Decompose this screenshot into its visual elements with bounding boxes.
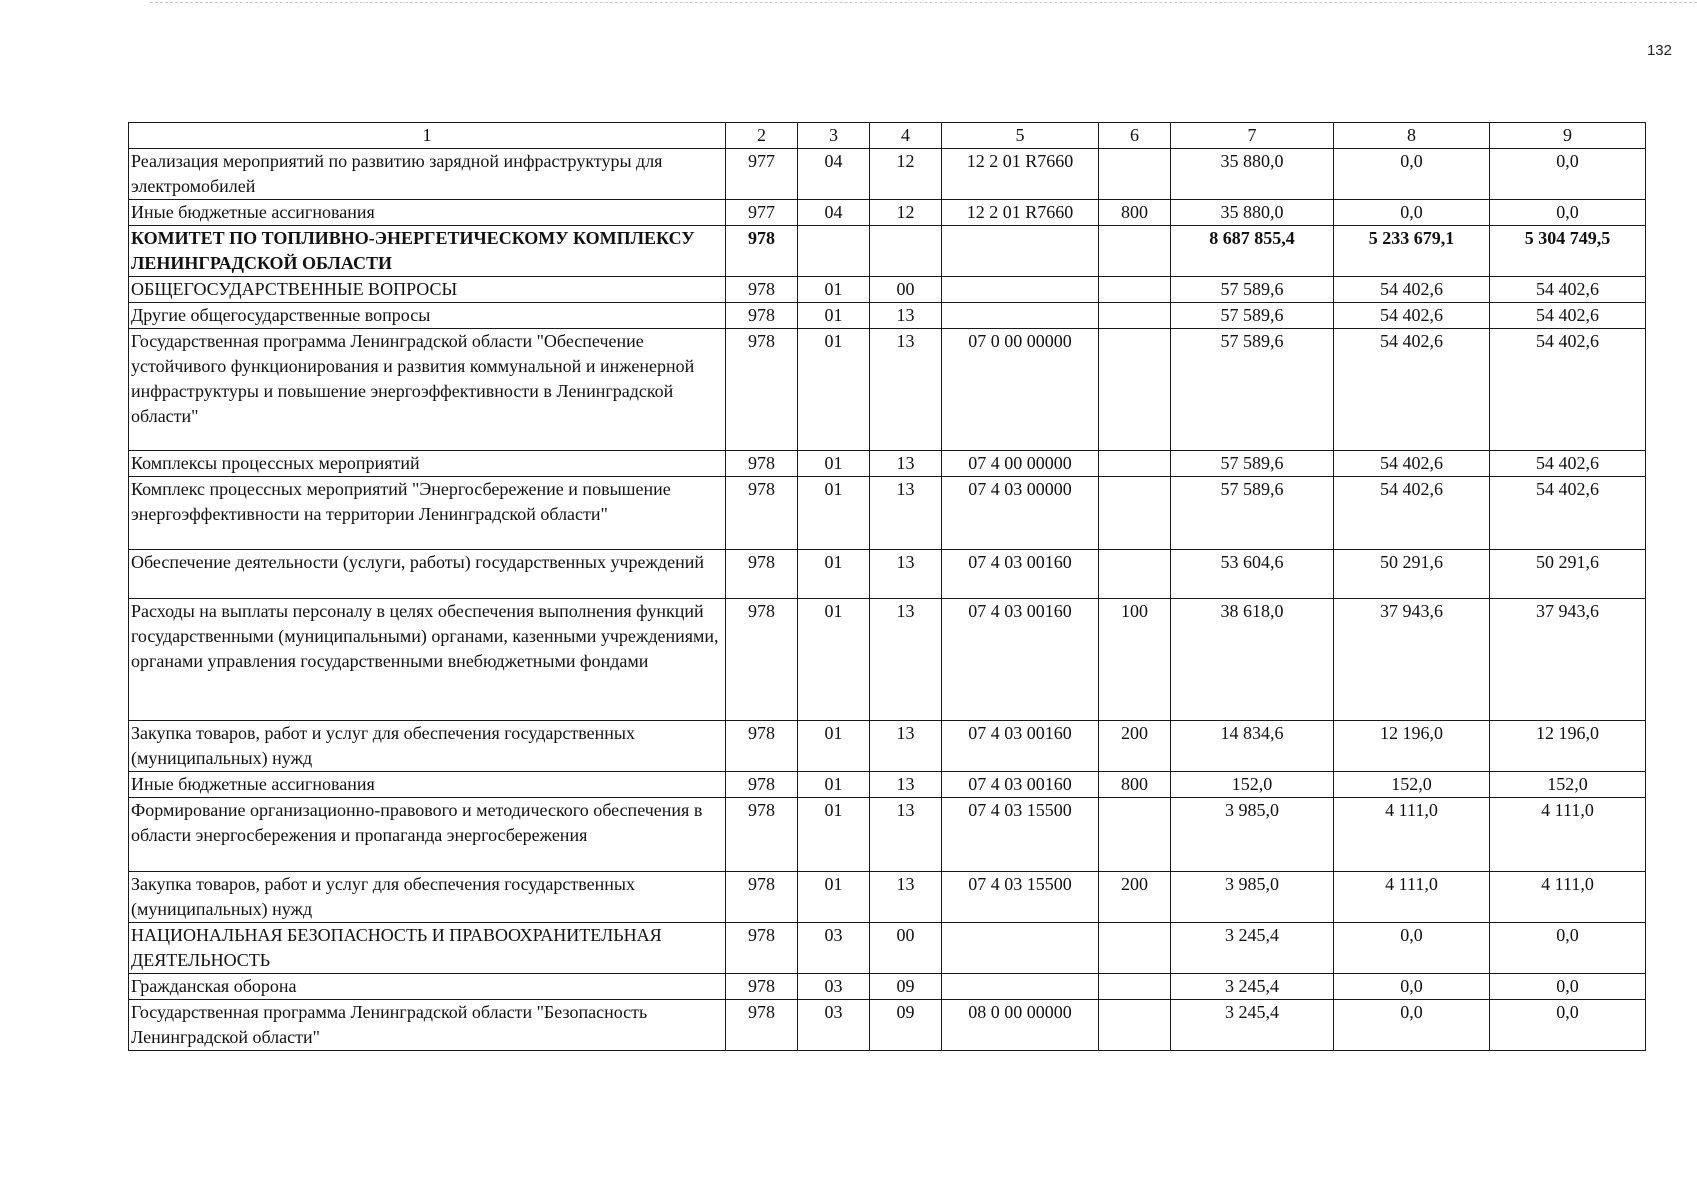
row-name-cell: НАЦИОНАЛЬНАЯ БЕЗОПАСНОСТЬ И ПРАВООХРАНИТЕЛЬНАЯ ДЕЯТЕЛЬНОСТЬ (129, 923, 726, 974)
row-name-cell: Государственная программа Ленинградской области "Безопасность Ленинградской области" (129, 1000, 726, 1051)
table-row (129, 1000, 1646, 1051)
subsection-cell: 00 (870, 277, 942, 303)
code-cell: 977 (726, 200, 798, 226)
amount-col9-cell: 54 402,6 (1490, 477, 1646, 550)
table-row (129, 277, 1646, 303)
expense-type-cell (1099, 451, 1171, 477)
row-name-cell: Гражданская оборона (129, 974, 726, 1000)
section-cell: 01 (798, 772, 870, 798)
amount-col8-cell: 4 111,0 (1334, 798, 1490, 872)
amount-col8-cell: 0,0 (1334, 1000, 1490, 1051)
amount-col8-cell: 0,0 (1334, 200, 1490, 226)
section-cell: 01 (798, 599, 870, 721)
table-row (129, 451, 1646, 477)
expense-type-cell (1099, 923, 1171, 974)
code-cell: 978 (726, 872, 798, 923)
header-cell: 8 (1334, 123, 1490, 149)
expense-type-cell (1099, 1000, 1171, 1051)
header-cell: 6 (1099, 123, 1171, 149)
amount-col8-cell: 54 402,6 (1334, 477, 1490, 550)
section-cell: 03 (798, 1000, 870, 1051)
table-body (129, 123, 1646, 1051)
section-cell: 01 (798, 477, 870, 550)
row-name-cell: Формирование организационно-правового и методического обеспечения в области энергосбережения и пропаганда энергосбережения (129, 798, 726, 872)
amount-col9-cell: 54 402,6 (1490, 451, 1646, 477)
expense-type-cell: 200 (1099, 721, 1171, 772)
amount-col7-cell: 3 245,4 (1171, 974, 1334, 1000)
target-article-cell: 12 2 01 R7660 (942, 149, 1099, 200)
amount-col9-cell: 0,0 (1490, 1000, 1646, 1051)
subsection-cell: 13 (870, 329, 942, 451)
amount-col8-cell: 54 402,6 (1334, 303, 1490, 329)
amount-col7-cell: 57 589,6 (1171, 303, 1334, 329)
section-cell: 01 (798, 277, 870, 303)
row-name-cell: ОБЩЕГОСУДАРСТВЕННЫЕ ВОПРОСЫ (129, 277, 726, 303)
expense-type-cell: 800 (1099, 200, 1171, 226)
amount-col7-cell: 35 880,0 (1171, 149, 1334, 200)
section-cell: 03 (798, 974, 870, 1000)
expense-type-cell (1099, 974, 1171, 1000)
target-article-cell: 08 0 00 00000 (942, 1000, 1099, 1051)
section-cell (798, 226, 870, 277)
target-article-cell (942, 303, 1099, 329)
subsection-cell: 13 (870, 599, 942, 721)
table-row (129, 550, 1646, 599)
expense-type-cell (1099, 149, 1171, 200)
expense-type-cell: 200 (1099, 872, 1171, 923)
table-row (129, 200, 1646, 226)
subsection-cell: 13 (870, 550, 942, 599)
amount-col7-cell: 3 985,0 (1171, 798, 1334, 872)
amount-col9-cell: 4 111,0 (1490, 798, 1646, 872)
target-article-cell (942, 277, 1099, 303)
header-cell: 9 (1490, 123, 1646, 149)
amount-col7-cell: 53 604,6 (1171, 550, 1334, 599)
target-article-cell: 12 2 01 R7660 (942, 200, 1099, 226)
code-cell: 978 (726, 721, 798, 772)
amount-col9-cell: 4 111,0 (1490, 872, 1646, 923)
target-article-cell: 07 4 03 00160 (942, 550, 1099, 599)
amount-col8-cell: 0,0 (1334, 974, 1490, 1000)
amount-col9-cell: 50 291,6 (1490, 550, 1646, 599)
section-cell: 01 (798, 872, 870, 923)
section-cell: 01 (798, 798, 870, 872)
amount-col9-cell: 0,0 (1490, 974, 1646, 1000)
row-name-cell: Обеспечение деятельности (услуги, работы) государственных учреждений (129, 550, 726, 599)
amount-col7-cell: 3 245,4 (1171, 1000, 1334, 1051)
subsection-cell: 13 (870, 872, 942, 923)
subsection-cell: 13 (870, 477, 942, 550)
amount-col9-cell: 37 943,6 (1490, 599, 1646, 721)
section-cell: 01 (798, 721, 870, 772)
code-cell: 978 (726, 798, 798, 872)
code-cell: 978 (726, 599, 798, 721)
header-cell: 5 (942, 123, 1099, 149)
amount-col7-cell: 38 618,0 (1171, 599, 1334, 721)
target-article-cell: 07 4 03 15500 (942, 872, 1099, 923)
code-cell: 977 (726, 149, 798, 200)
subsection-cell: 13 (870, 772, 942, 798)
table-row (129, 798, 1646, 872)
target-article-cell: 07 4 03 00160 (942, 721, 1099, 772)
amount-col7-cell: 35 880,0 (1171, 200, 1334, 226)
table-row (129, 477, 1646, 550)
expense-type-cell (1099, 477, 1171, 550)
row-name-cell: КОМИТЕТ ПО ТОПЛИВНО-ЭНЕРГЕТИЧЕСКОМУ КОМПЛЕКСУ ЛЕНИНГРАДСКОЙ ОБЛАСТИ (129, 226, 726, 277)
expense-type-cell (1099, 329, 1171, 451)
target-article-cell: 07 4 03 00160 (942, 599, 1099, 721)
subsection-cell: 12 (870, 149, 942, 200)
amount-col9-cell: 12 196,0 (1490, 721, 1646, 772)
header-cell: 3 (798, 123, 870, 149)
table-row (129, 303, 1646, 329)
row-name-cell: Иные бюджетные ассигнования (129, 200, 726, 226)
page-number: 132 (1646, 42, 1672, 59)
amount-col9-cell: 5 304 749,5 (1490, 226, 1646, 277)
expense-type-cell (1099, 277, 1171, 303)
target-article-cell (942, 923, 1099, 974)
target-article-cell: 07 4 03 15500 (942, 798, 1099, 872)
amount-col8-cell: 54 402,6 (1334, 277, 1490, 303)
amount-col8-cell: 4 111,0 (1334, 872, 1490, 923)
row-name-cell: Другие общегосударственные вопросы (129, 303, 726, 329)
row-name-cell: Иные бюджетные ассигнования (129, 772, 726, 798)
section-cell: 01 (798, 451, 870, 477)
code-cell: 978 (726, 329, 798, 451)
amount-col7-cell: 57 589,6 (1171, 477, 1334, 550)
amount-col7-cell: 8 687 855,4 (1171, 226, 1334, 277)
table-row (129, 974, 1646, 1000)
section-cell: 04 (798, 200, 870, 226)
table-row (129, 149, 1646, 200)
section-cell: 01 (798, 329, 870, 451)
target-article-cell: 07 0 00 00000 (942, 329, 1099, 451)
subsection-cell: 13 (870, 798, 942, 872)
expense-type-cell: 800 (1099, 772, 1171, 798)
section-cell: 03 (798, 923, 870, 974)
table-row (129, 599, 1646, 721)
row-name-cell: Закупка товаров, работ и услуг для обеспечения государственных (муниципальных) нужд (129, 721, 726, 772)
header-cell: 2 (726, 123, 798, 149)
row-name-cell: Государственная программа Ленинградской области "Обеспечение устойчивого функционирования и развития коммунальной и инженерной инфраструктуры и повышение энергоэффективности в Ленинградской области" (129, 329, 726, 451)
budget-table (128, 122, 1646, 1051)
table-row (129, 923, 1646, 974)
table-row (129, 721, 1646, 772)
code-cell: 978 (726, 303, 798, 329)
row-name-cell: Комплекс процессных мероприятий "Энергосбережение и повышение энергоэффективности на территории Ленинградской области" (129, 477, 726, 550)
amount-col7-cell: 57 589,6 (1171, 329, 1334, 451)
target-article-cell: 07 4 03 00000 (942, 477, 1099, 550)
code-cell: 978 (726, 974, 798, 1000)
code-cell: 978 (726, 226, 798, 277)
header-cell: 7 (1171, 123, 1334, 149)
amount-col8-cell: 54 402,6 (1334, 451, 1490, 477)
amount-col9-cell: 152,0 (1490, 772, 1646, 798)
expense-type-cell: 100 (1099, 599, 1171, 721)
subsection-cell: 13 (870, 451, 942, 477)
subsection-cell: 09 (870, 974, 942, 1000)
subsection-cell: 00 (870, 923, 942, 974)
amount-col8-cell: 152,0 (1334, 772, 1490, 798)
table-row (129, 226, 1646, 277)
subsection-cell: 09 (870, 1000, 942, 1051)
amount-col7-cell: 152,0 (1171, 772, 1334, 798)
code-cell: 978 (726, 277, 798, 303)
code-cell: 978 (726, 451, 798, 477)
amount-col8-cell: 37 943,6 (1334, 599, 1490, 721)
amount-col8-cell: 54 402,6 (1334, 329, 1490, 451)
table-row (129, 772, 1646, 798)
amount-col8-cell: 0,0 (1334, 149, 1490, 200)
code-cell: 978 (726, 550, 798, 599)
amount-col7-cell: 14 834,6 (1171, 721, 1334, 772)
expense-type-cell (1099, 303, 1171, 329)
amount-col8-cell: 0,0 (1334, 923, 1490, 974)
code-cell: 978 (726, 772, 798, 798)
expense-type-cell (1099, 550, 1171, 599)
header-cell: 4 (870, 123, 942, 149)
subsection-cell: 13 (870, 303, 942, 329)
amount-col9-cell: 54 402,6 (1490, 277, 1646, 303)
scan-top-edge (150, 2, 1697, 3)
target-article-cell: 07 4 00 00000 (942, 451, 1099, 477)
amount-col9-cell: 0,0 (1490, 923, 1646, 974)
subsection-cell: 12 (870, 200, 942, 226)
amount-col7-cell: 57 589,6 (1171, 451, 1334, 477)
row-name-cell: Реализация мероприятий по развитию зарядной инфраструктуры для электромобилей (129, 149, 726, 200)
section-cell: 01 (798, 550, 870, 599)
subsection-cell: 13 (870, 721, 942, 772)
amount-col9-cell: 0,0 (1490, 149, 1646, 200)
amount-col8-cell: 50 291,6 (1334, 550, 1490, 599)
amount-col9-cell: 54 402,6 (1490, 303, 1646, 329)
code-cell: 978 (726, 923, 798, 974)
amount-col7-cell: 3 245,4 (1171, 923, 1334, 974)
amount-col7-cell: 57 589,6 (1171, 277, 1334, 303)
header-cell: 1 (129, 123, 726, 149)
table-row (129, 872, 1646, 923)
header-row (129, 123, 1646, 149)
target-article-cell (942, 974, 1099, 1000)
subsection-cell (870, 226, 942, 277)
target-article-cell (942, 226, 1099, 277)
code-cell: 978 (726, 477, 798, 550)
target-article-cell: 07 4 03 00160 (942, 772, 1099, 798)
amount-col8-cell: 12 196,0 (1334, 721, 1490, 772)
amount-col9-cell: 0,0 (1490, 200, 1646, 226)
row-name-cell: Расходы на выплаты персоналу в целях обеспечения выполнения функций государственными (муниципальными) органами, казенными учреждениями, органами управления государственными внебюджетными фондами (129, 599, 726, 721)
amount-col8-cell: 5 233 679,1 (1334, 226, 1490, 277)
expense-type-cell (1099, 798, 1171, 872)
row-name-cell: Комплексы процессных мероприятий (129, 451, 726, 477)
code-cell: 978 (726, 1000, 798, 1051)
expense-type-cell (1099, 226, 1171, 277)
amount-col9-cell: 54 402,6 (1490, 329, 1646, 451)
amount-col7-cell: 3 985,0 (1171, 872, 1334, 923)
row-name-cell: Закупка товаров, работ и услуг для обеспечения государственных (муниципальных) нужд (129, 872, 726, 923)
table-row (129, 329, 1646, 451)
section-cell: 01 (798, 303, 870, 329)
section-cell: 04 (798, 149, 870, 200)
